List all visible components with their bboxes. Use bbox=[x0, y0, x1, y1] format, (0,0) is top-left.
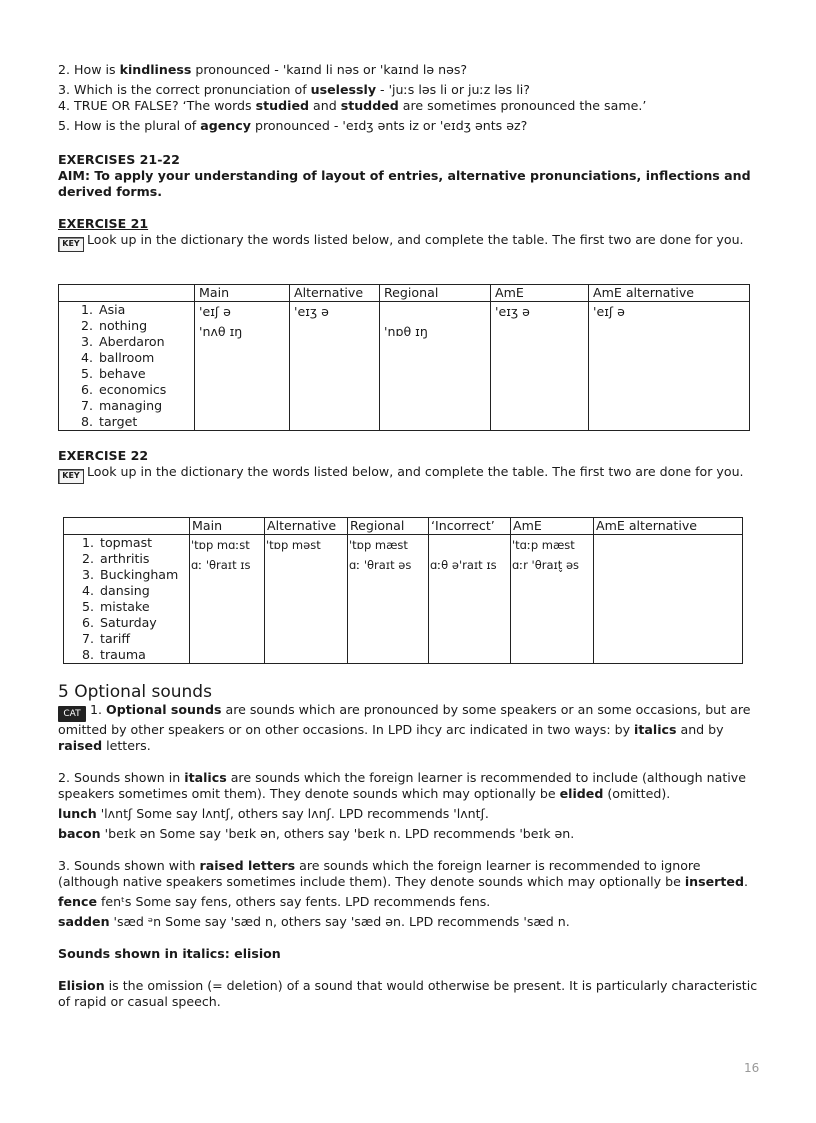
question-list bbox=[58, 62, 763, 134]
table-header-row: Main Alternative Regional ‘Incorrect’ AmE AmE alternative bbox=[64, 518, 743, 535]
regional-column: 'tɒp mæst ɑː 'θraɪt əs bbox=[348, 535, 429, 664]
ame-column: 'tɑːp mæst ɑːr 'θraɪt̬ əs bbox=[511, 535, 594, 664]
exercise-21-title: EXERCISE 21 bbox=[58, 216, 149, 231]
exercise-22-instruction: Look up in the dictionary the words listed below, and complete the table. The first two are done for you. bbox=[87, 464, 744, 479]
page-number: 16 bbox=[744, 1061, 760, 1075]
question-2: 2. How is kindliness pronounced - 'kaɪnd li nəs or 'kaɪnd lə nəs? bbox=[58, 62, 468, 77]
exercise-21-table bbox=[58, 284, 750, 431]
ame-alt-column bbox=[594, 535, 743, 664]
key-icon: KEY bbox=[58, 237, 84, 252]
table-row bbox=[59, 302, 750, 431]
exercises-heading-block bbox=[58, 152, 763, 200]
main-column: 'eɪʃ ə 'nʌθ ɪŋ bbox=[195, 302, 290, 431]
word-list: 1. Asia 2. nothing 3. Aberdaron 4. ballroom 5. behave 6. economics 7. managing 8. target bbox=[59, 302, 195, 431]
example-fence: fence fenᵗs Some say fens, others say fents. LPD recommends fens. bbox=[58, 894, 491, 909]
exercise-22-title: EXERCISE 22 bbox=[58, 448, 149, 463]
ame-alt-column: 'eɪʃ ə bbox=[589, 302, 750, 431]
example-bacon: bacon 'beɪk ən Some say 'beɪk ən, others say 'beɪk n. LPD recommends 'beɪk ən. bbox=[58, 826, 575, 841]
word-list: 1. topmast 2. arthritis 3. Buckingham 4. dansing 5. mistake 6. Saturday 7. tariff 8. trauma bbox=[64, 535, 190, 664]
regional-column: 'nɒθ ɪŋ bbox=[380, 302, 491, 431]
aim-text: AIM: To apply your understanding of layout of entries, alternative pronunciations, inflections and derived forms. bbox=[58, 168, 751, 199]
question-5: 5. How is the plural of agency pronounced - 'eɪdʒ ənts iz or 'eɪdʒ ənts əz? bbox=[58, 118, 528, 133]
exercise-22-table bbox=[63, 517, 743, 664]
example-lunch: lunch 'lʌntʃ Some say lʌntʃ, others say lʌnʃ. LPD recommends 'lʌntʃ. bbox=[58, 806, 489, 821]
exercise-21-instruction: Look up in the dictionary the words listed below, and complete the table. The first two are done for you. bbox=[87, 232, 744, 247]
example-sadden: sadden 'sæd ᵊn Some say 'sæd n, others say 'sæd ən. LPD recommends 'sæd n. bbox=[58, 914, 570, 929]
table-row bbox=[64, 535, 743, 664]
alternative-column: 'tɒp məst bbox=[265, 535, 348, 664]
main-column: 'tɒp mɑːst ɑː 'θraɪt ɪs bbox=[190, 535, 265, 664]
section-5-title: 5 Optional sounds bbox=[58, 682, 212, 702]
exercise-22-header bbox=[58, 448, 763, 484]
section-5-para-3: 3. Sounds shown with raised letters are sounds which the foreign learner is recommended to ignore (although native speakers sometimes include them). They denote sounds which may optionally be inserted. bbox=[58, 858, 748, 889]
computer-icon: CAT bbox=[58, 706, 86, 722]
question-3: 3. Which is the correct pronunciation of uselessly - 'juːs ləs li or juːz ləs li? bbox=[58, 82, 530, 97]
table-header-row: Main Alternative Regional AmE AmE alternative bbox=[59, 285, 750, 302]
incorrect-column: ɑːθ ə'raɪt ɪs bbox=[429, 535, 511, 664]
section-5-para-1: CAT 1. Optional sounds are sounds which are pronounced by some speakers or an some occasions, but are omitted by other speakers or on other occasions. In LPD ihcy arc indicated in two ways: by italics and by raised letters. bbox=[58, 702, 751, 753]
question-4: 4. TRUE OR FALSE? ‘The words studied and studded are sometimes pronounced the same.’ bbox=[58, 98, 647, 113]
elision-paragraph: Elision is the omission (= deletion) of a sound that would otherwise be present. It is particularly characteristic of rapid or casual speech. bbox=[58, 978, 758, 1009]
exercises-heading: EXERCISES 21-22 bbox=[58, 152, 180, 167]
exercise-21-header bbox=[58, 216, 763, 252]
section-5 bbox=[58, 682, 763, 1010]
alternative-column: 'eɪʒ ə bbox=[290, 302, 380, 431]
ame-column: 'eɪʒ ə bbox=[491, 302, 589, 431]
subheading-elision: Sounds shown in italics: elision bbox=[58, 946, 281, 961]
key-icon: KEY bbox=[58, 469, 84, 484]
section-5-para-2: 2. Sounds shown in italics are sounds which the foreign learner is recommended to include (although native speakers sometimes omit them). They denote sounds which may optionally be elided (omitted). bbox=[58, 770, 746, 801]
